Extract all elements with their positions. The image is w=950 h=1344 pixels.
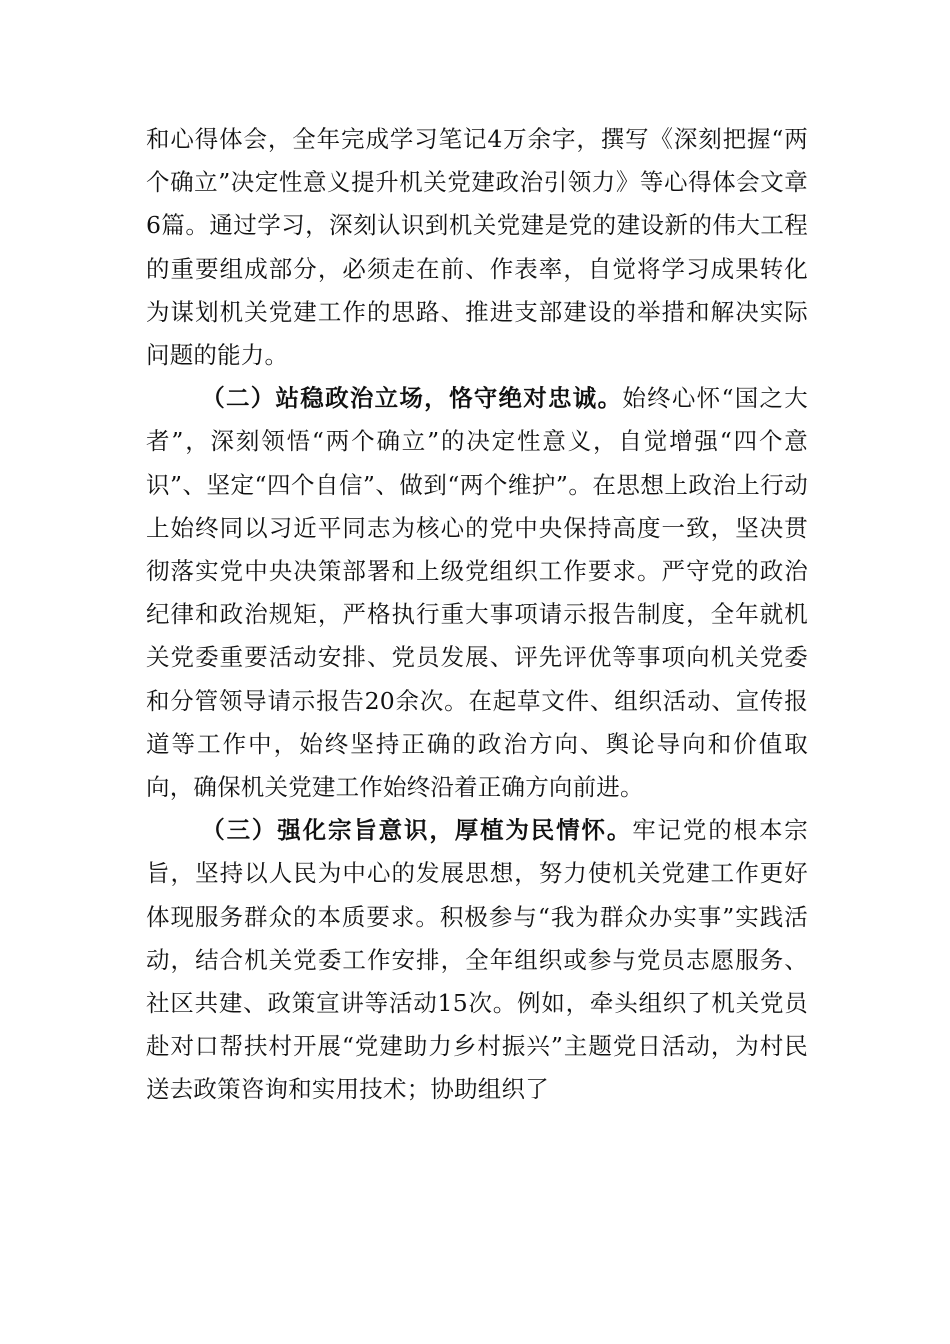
- paragraph-3-text: 牢记党的根本宗旨，坚持以人民为中心的发展思想，努力使机关党建工作更好体现服务群众的本质要求。积极参与“我为群众办实事”实践活动，结合机关党委工作安排，全年组织或参与党员志愿服务、社区共建、政策宣讲等活动15次。例如，牵头组织了机关党员赴对口帮扶村开展“党建助力乡村振兴”主题党日活动，为村民送去政策咨询和实用技术；协助组织了: [146, 816, 808, 1104]
- document-body: [146, 118, 808, 1112]
- section-heading-3: （三）强化宗旨意识，厚植为民情怀。: [201, 816, 633, 845]
- section-heading-2: （二）站稳政治立场，恪守绝对忠诚。: [201, 384, 623, 413]
- paragraph-1-text: 和心得体会，全年完成学习笔记4万余字，撰写《深刻把握“两个确立”决定性意义提升机关党建政治引领力》等心得体会文章6篇。通过学习，深刻认识到机关党建是党的建设新的伟大工程的重要组成部分，必须走在前、作表率，自觉将学习成果转化为谋划机关党建工作的思路、推进支部建设的举措和解决实际问题的能力。: [146, 125, 808, 370]
- paragraph-3: [146, 809, 808, 1111]
- paragraph-2-text: 始终心怀“国之大者”，深刻领悟“两个确立”的决定性意义，自觉增强“四个意识”、坚定“四个自信”、做到“两个维护”。在思想上政治上行动上始终同以习近平同志为核心的党中央保持高度一致，坚决贯彻落实党中央决策部署和上级党组织工作要求。严守党的政治纪律和政治规矩，严格执行重大事项请示报告制度，全年就机关党委重要活动安排、党员发展、评先评优等事项向机关党委和分管领导请示报告20余次。在起草文件、组织活动、宣传报道等工作中，始终坚持正确的政治方向、舆论导向和价值取向，确保机关党建工作始终沿着正确方向前进。: [146, 384, 808, 802]
- paragraph-1: [146, 118, 808, 377]
- paragraph-2: [146, 377, 808, 809]
